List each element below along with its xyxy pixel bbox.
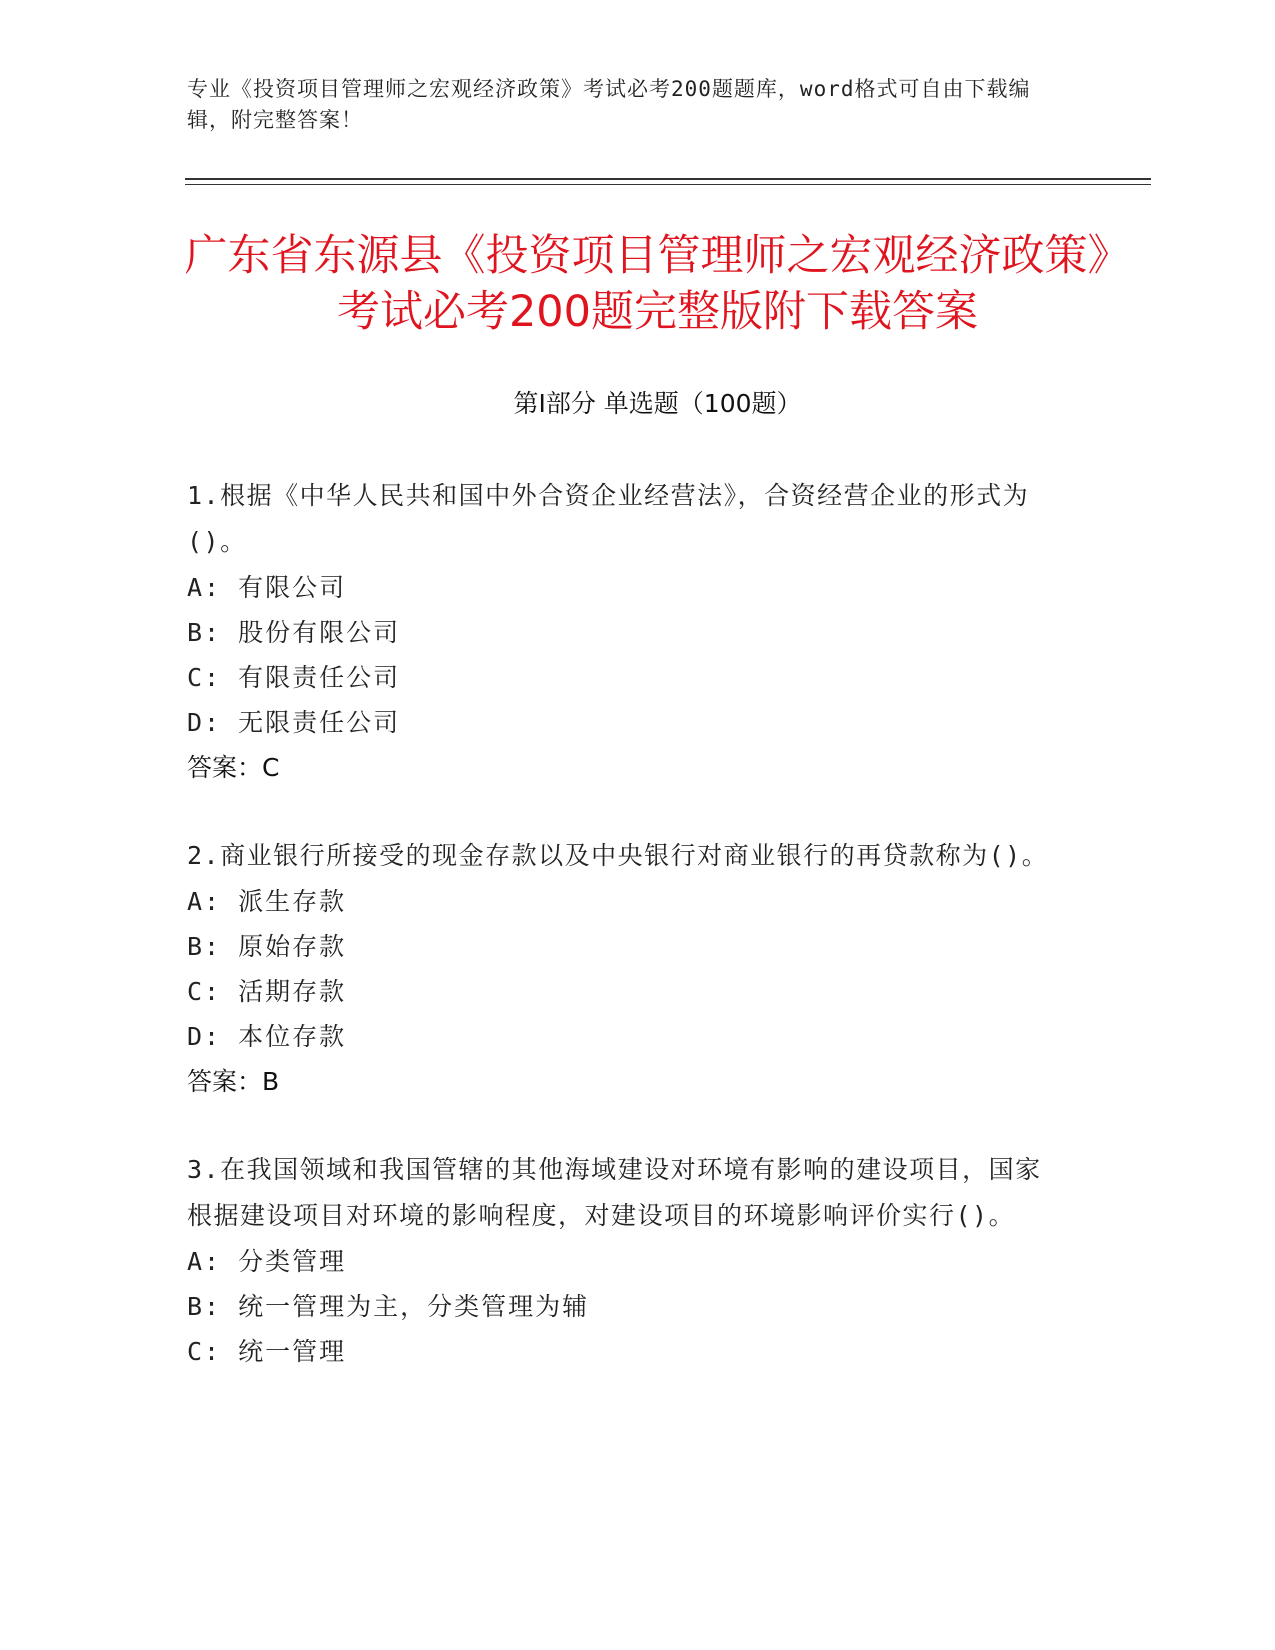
option-a: A: 分类管理 — [187, 1247, 347, 1276]
header-divider — [185, 178, 1151, 180]
header-note: 专业《投资项目管理师之宏观经济政策》考试必考200题题库，word格式可自由下载编辑，附完整答案！ — [187, 77, 1031, 132]
option-b: B: 股份有限公司 — [187, 618, 401, 647]
question-list — [187, 473, 1067, 1416]
option-d: D: 本位存款 — [187, 1022, 347, 1051]
option-b: B: 原始存款 — [187, 932, 347, 961]
option-a: A: 派生存款 — [187, 887, 347, 916]
option-d: D: 无限责任公司 — [187, 708, 401, 737]
option-c: C: 统一管理 — [187, 1337, 347, 1366]
question-1 — [187, 473, 1067, 791]
question-stem: 2.商业银行所接受的现金存款以及中央银行对商业银行的再贷款称为()。 — [187, 841, 1049, 870]
answer-line: 答案：B — [187, 1067, 280, 1096]
option-c: C: 活期存款 — [187, 977, 347, 1006]
option-a: A: 有限公司 — [187, 573, 347, 602]
question-stem: 3.在我国领域和我国管辖的其他海域建设对环境有影响的建设项目，国家根据建设项目对环境的影响程度，对建设项目的环境影响评价实行()。 — [187, 1155, 1042, 1230]
option-c: C: 有限责任公司 — [187, 663, 401, 692]
question-stem: 1.根据《中华人民共和国中外合资企业经营法》，合资经营企业的形式为()。 — [187, 481, 1030, 556]
option-b: B: 统一管理为主，分类管理为辅 — [187, 1292, 590, 1321]
document-title: 广东省东源县《投资项目管理师之宏观经济政策》考试必考200题完整版附下载答案 — [184, 231, 1131, 337]
question-2 — [187, 833, 1067, 1105]
section-title: 第Ⅰ部分 单选题（100题） — [513, 389, 802, 418]
question-3 — [187, 1147, 1067, 1374]
answer-line: 答案：C — [187, 753, 280, 782]
header-divider-thin — [185, 184, 1151, 185]
